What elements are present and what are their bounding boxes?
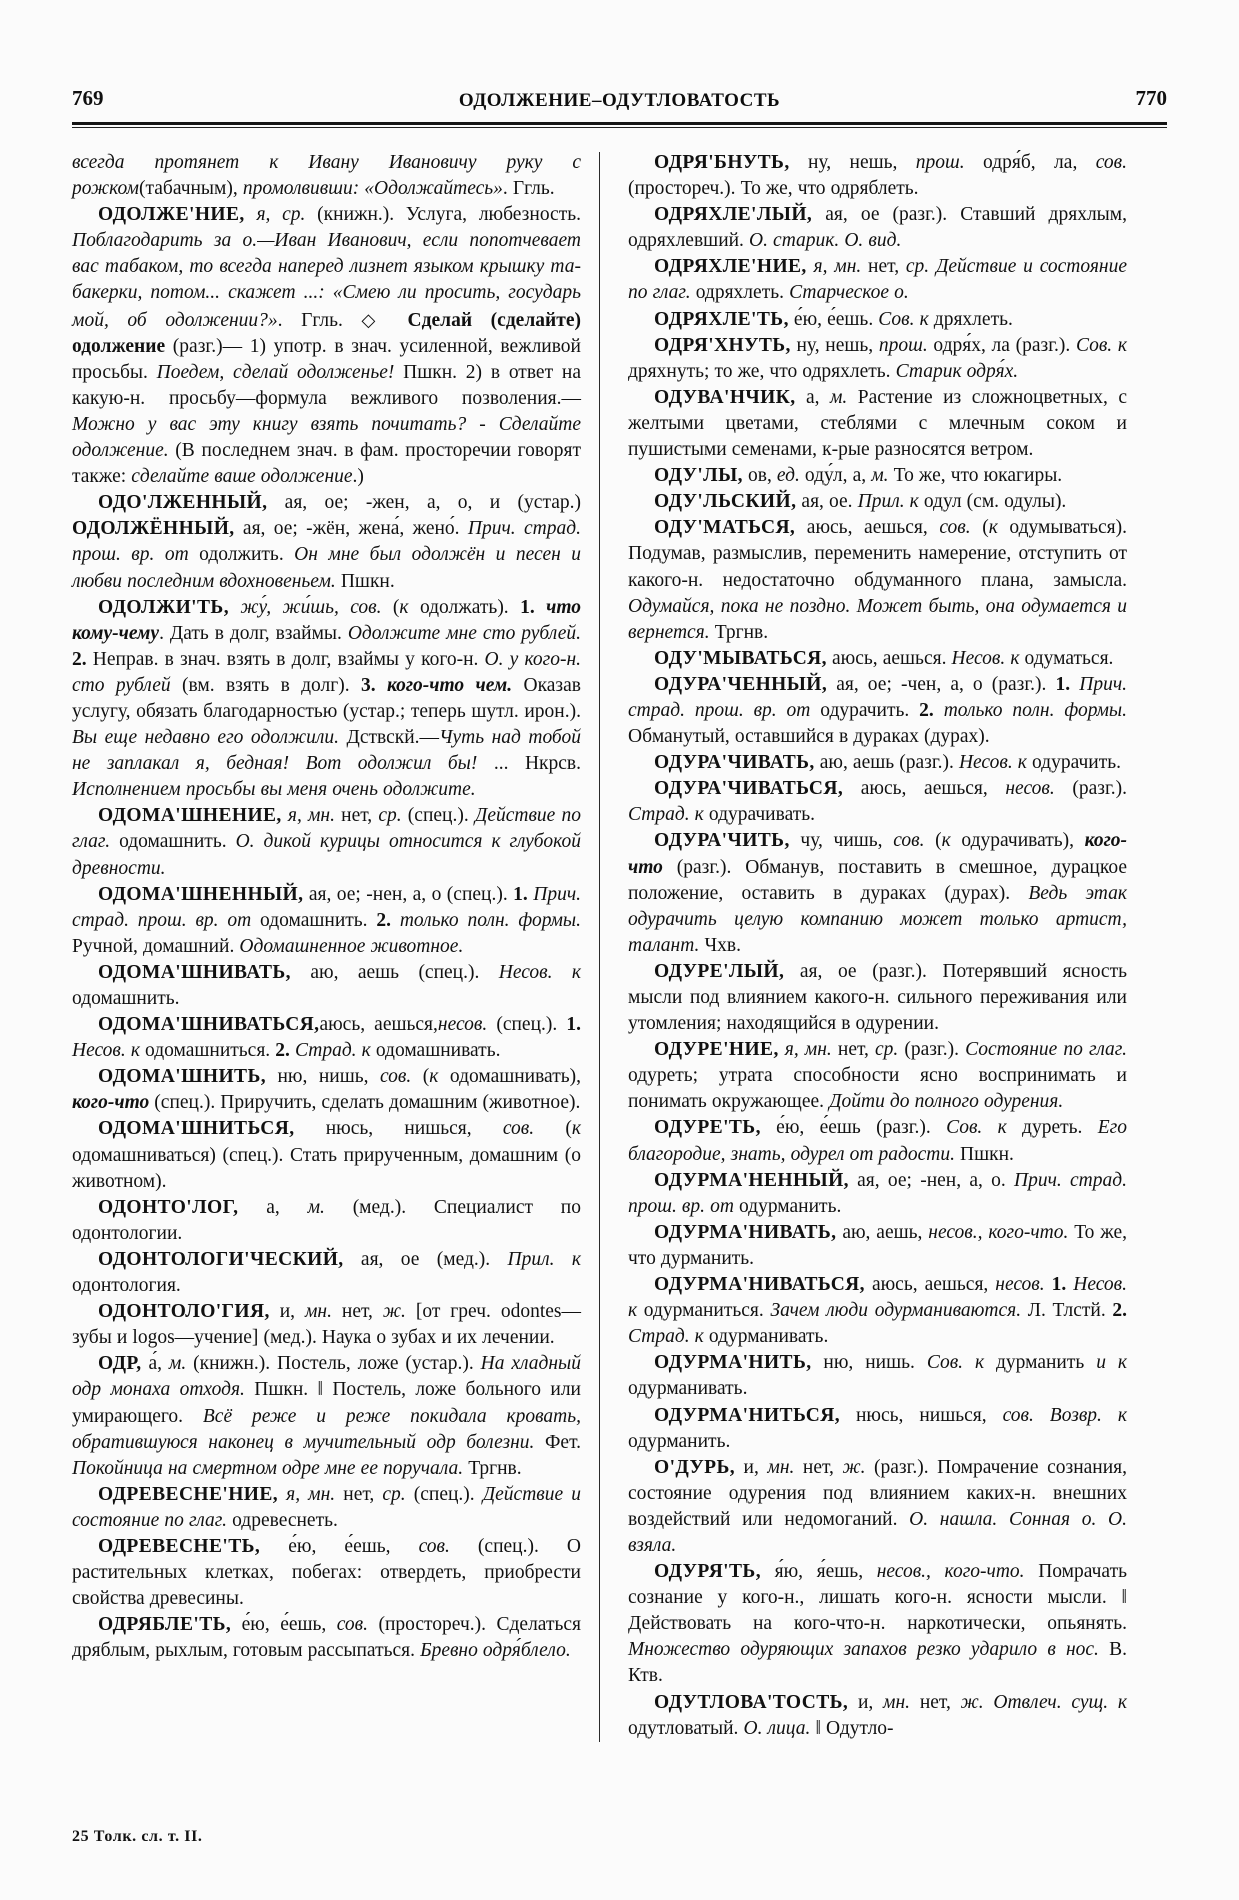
dictionary-entry: ОДОМА'ШНЕННЫЙ, ая, ое; -нен, а, о (спец.). 1. Прич. страд. прош. вр. от одомашнить. 2. только полн. формы. Ручной, домашний. Одомашненное животное.: [72, 883, 582, 957]
dictionary-entry: ОДУ'ЛЬСКИЙ, ая, ое. Прил. к одул (см. одулы).: [654, 491, 1067, 513]
dictionary-entry: ОДУТЛОВА'ТОСТЬ, и, мн. нет, ж. Отвлеч. сущ. к одутловатый. О. лица. ‖ Одутло-: [628, 1691, 1128, 1739]
dictionary-entry: О'ДУРЬ, и, мн. нет, ж. (разг.). Помрачение сознания, состояние одурения под влиянием каких-н. внешних воздействий или недомоганий. О. нашла. Сонная о. О. взяла.: [628, 1456, 1127, 1556]
columns: [72, 150, 1167, 1742]
dictionary-entry: ОДОНТОЛО'ГИЯ, и, мн. нет, ж. [от греч. odontes—зубы и logos—учение] (мед.). Наука о зубах и их лечении.: [72, 1301, 581, 1349]
dictionary-entry: ОДОМА'ШНЕНИЕ, я, мн. нет, ср. (спец.). Действие по глаг. одомашнить. О. дикой курицы относится к глубокой древности.: [72, 805, 581, 879]
dictionary-entry: ОДРЕВЕСНЕ'ТЬ, е́ю, е́ешь, сов. (спец.). О растительных клетках, побегах: отвердеть, приобрести свойства древесины.: [72, 1535, 581, 1610]
dictionary-entry: ОДРЯХЛЕ'ЛЫЙ, ая, ое (разг.). Ставший дряхлым, одряхлевший. О. старик. О. вид.: [628, 204, 1127, 252]
dictionary-entry: ОДОМА'ШНИТЬСЯ, нюсь, нишься, сов. (к одомашниваться) (спец.). Стать прирученным, домашним (о животном).: [72, 1118, 581, 1192]
dictionary-entry: ОДОМА'ШНИТЬ, ню, нишь, сов. (к одомашнивать), кого-что (спец.). Приручить, сделать домашним (животное).: [72, 1066, 581, 1114]
dictionary-entry: ОДУРМА'НИТЬСЯ, нюсь, нишься, сов. Возвр. к одурманить.: [628, 1404, 1127, 1452]
dictionary-entry: ОДРЯБЛЕ'ТЬ, е́ю, е́ешь, сов. (простореч.). Сделаться дряблым, рыхлым, готовым рассыпаться. Бревно одря́блело.: [72, 1614, 581, 1662]
dictionary-entry: ОДУРЕ'ТЬ, е́ю, е́ешь (разг.). Сов. к дуреть. Его благородие, знать, одурел от радости. Пшкн.: [628, 1117, 1127, 1165]
column-right: [600, 150, 1127, 1742]
dictionary-entry: ОДУРЕ'НИЕ, я, мн. нет, ср. (разг.). Состояние по глаг. одуреть; утрата способности ясно воспринимать и понимать окружающее. Дойти до полного одурения.: [628, 1039, 1128, 1113]
dictionary-entry: ОДОМА'ШНИВАТЬ, аю, аешь (спец.). Несов. к одомашнить.: [72, 961, 581, 1009]
dictionary-entry: ОДУРЕ'ЛЫЙ, ая, ое (разг.). Потерявший ясность мысли под влиянием какого-н. сильного переживания или утомления; находящийся в одурении.: [628, 960, 1127, 1035]
dictionary-entry: ОДУ'ЛЫ, ов, ед. оду́л, а, м. То же, что юкагиры.: [654, 465, 1063, 487]
dictionary-entry: ОДУ'МЫВАТЬСЯ, аюсь, аешься. Несов. к одуматься.: [654, 647, 1114, 669]
dictionary-entry: ОДУРМА'НИТЬ, ню, нишь. Сов. к дурманить и к одурманивать.: [628, 1352, 1127, 1400]
header-rule-thin: [72, 127, 1167, 128]
dictionary-entry: ОДР, а́, м. (книжн.). Постель, ложе (устар.). На хладный одр монаха отходя. Пшкн. ‖ Постель, ложе больного или умирающего. Всё реже и реже покидала кровать, обратившуюся наконец в мучительный одр болезни. Фет. Покойница на смертном одре мне ее поручала. Тргнв.: [72, 1353, 581, 1479]
dictionary-entry: ОДОЛЖЕ'НИЕ, я, ср. (книжн.). Услуга, любезность. Поблагодарить за о.—Иван Иванович, если попотчевает вас табаком, то всегда наперед лизнет языком крышку табакерки, потом... скажет ...: «Смею ли просить, государь мой, об одолжении?». Ггль. ◇ Сделай (сделайте) одолжение (разг.)— 1) употр. в знач. усиленной, вежливой просьбы. Поедем, сделай одолженье! Пшкн. 2) в ответ на какую-н. просьбу—формула вежливого позволения.—Можно у вас эту книгу взять почитать? - Сделайте одолжение. (В последнем знач. в фам. просторечии говорят также: сделайте ваше одолжение.): [72, 204, 581, 488]
dictionary-entry: ОДУВА'НЧИК, а, м. Растение из сложноцветных, с желтыми цветами, стеблями с млечным соком и пушистыми семенами, к-рые разносятся ветром.: [628, 386, 1127, 461]
dictionary-entry: ОДРЯХЛЕ'НИЕ, я, мн. нет, ср. Действие и состояние по глаг. одряхлеть. Старческое о.: [628, 256, 1128, 304]
dictionary-entry: ОДОЛЖИ'ТЬ, жу́, жи́шь, сов. (к одолжать). 1. что кому-чему. Дать в долг, взаймы. Одолжите мне сто рублей. 2. Неправ. в знач. взять в долг, взаймы у кого-н. О. у кого-н. сто рублей (вм. взять в долг). 3. кого-что чем. Оказав услугу, обязать благодарностью (устар.; теперь шутл. ирон.). Вы еще недавно его одолжили. Дствскй.—Чуть над тобой не заплакал я, бедная! Вот одолжил бы! ... Нкрсв. Исполнением просьбы вы меня очень одолжите.: [72, 596, 582, 801]
dictionary-entry: ОДРЯ'ХНУТЬ, ну, нешь, прош. одря́х, ла (разг.). Сов. к дряхнуть; то же, что одряхлеть. Старик одря́х.: [628, 334, 1127, 382]
dictionary-entry: ОДРЯХЛЕ'ТЬ, е́ю, е́ешь. Сов. к дряхлеть.: [654, 308, 1013, 330]
dictionary-entry: ОДРЕВЕСНЕ'НИЕ, я, мн. нет, ср. (спец.). Действие и состояние по глаг. одревеснеть.: [72, 1483, 582, 1531]
dictionary-entry: ОДРЯ'БНУТЬ, ну, нешь, прош. одря́б, ла, сов. (простореч.). То же, что одряблеть.: [628, 152, 1127, 200]
dictionary-entry: ОДОНТОЛОГИ'ЧЕСКИЙ, ая, ое (мед.). Прил. к одонтология.: [72, 1248, 581, 1297]
dictionary-entry: ОДОНТО'ЛОГ, а, м. (мед.). Специалист по одонтологии.: [72, 1196, 581, 1244]
page-content: [72, 86, 1167, 1742]
dictionary-entry: ОДУРМА'НИВАТЬ, аю, аешь, несов., кого-что. То же, что дурманить.: [628, 1221, 1127, 1269]
sheet-signature: 25 Толк. сл. т. II.: [72, 1828, 203, 1845]
folio-right: 770: [1135, 86, 1167, 110]
entry-continuation: всегда протянет к Ивану Ивановичу руку с рожком(табачным), промолвивши: «Одолжайтесь». Ггль.: [72, 152, 581, 200]
folio-left: 769: [72, 86, 104, 110]
header-rule-thick: [72, 122, 1167, 125]
dictionary-entry: ОДУРА'ЧИВАТЬСЯ, аюсь, аешься, несов. (разг.). Страд. к одурачивать.: [628, 778, 1127, 826]
dictionary-entry: ОДУРЯ'ТЬ, я́ю, я́ешь, несов., кого-что. Помрачать сознание у кого-н., лишать кого-н. ясности мысли. ‖ Действовать на кого-что-н. наркотически, опьянять. Множество одуряющих запахов резко ударило в нос. В. Ктв.: [628, 1561, 1127, 1687]
column-left: [72, 150, 599, 1742]
dictionary-entry: ОДУРА'ЧИВАТЬ, аю, аешь (разг.). Несов. к одурачить.: [654, 752, 1121, 774]
dictionary-entry: ОДУРМА'НЕННЫЙ, ая, ое; -нен, а, о. Прич. страд. прош. вр. от одурманить.: [628, 1169, 1128, 1217]
dictionary-entry: ОДОМА'ШНИВАТЬСЯ,аюсь, аешься,несов. (спец.). 1. Несов. к одомашниться. 2. Страд. к одомашнивать.: [72, 1014, 581, 1062]
running-title: ОДОЛЖЕНИЕ–ОДУТЛОВАТОСТЬ: [458, 90, 781, 111]
dictionary-entry: ОДУРА'ЧЕННЫЙ, ая, ое; -чен, а, о (разг.). 1. Прич. страд. прош. вр. от одурачить. 2. только полн. формы. Обманутый, оставшийся в дураках (дурах).: [628, 673, 1128, 748]
dictionary-entry: ОДУРМА'НИВАТЬСЯ, аюсь, аешься, несов. 1. Несов. к одурманиться. Зачем люди одурманиваются. Л. Тлстй. 2. Страд. к одурманивать.: [628, 1274, 1128, 1348]
running-head: [72, 86, 1167, 120]
dictionary-entry: ОДО'ЛЖЕННЫЙ, ая, ое; -жен, а, о, и (устар.) ОДОЛЖЁННЫЙ, ая, ое; -жён, жена́, жено́. Прич. страд. прош. вр. от одолжить. Он мне был одолжён и песен и любви последним вдохновеньем. Пшкн.: [72, 492, 582, 592]
dictionary-entry: ОДУРА'ЧИТЬ, чу, чишь, сов. (к одурачивать), кого-что (разг.). Обманув, поставить в смешное, дурацкое положение, оставить в дураках (дурах). Ведь этак одурачить целую компанию может только артист, талант. Чхв.: [628, 830, 1128, 956]
dictionary-entry: ОДУ'МАТЬСЯ, аюсь, аешься, сов. (к одумываться). Подумав, размыслив, переменить намерение, отступить от какого-н. недостаточно обдуманного плана, замысла. Одумайся, пока не поздно. Может быть, она одумается и вернется. Тргнв.: [628, 517, 1127, 643]
